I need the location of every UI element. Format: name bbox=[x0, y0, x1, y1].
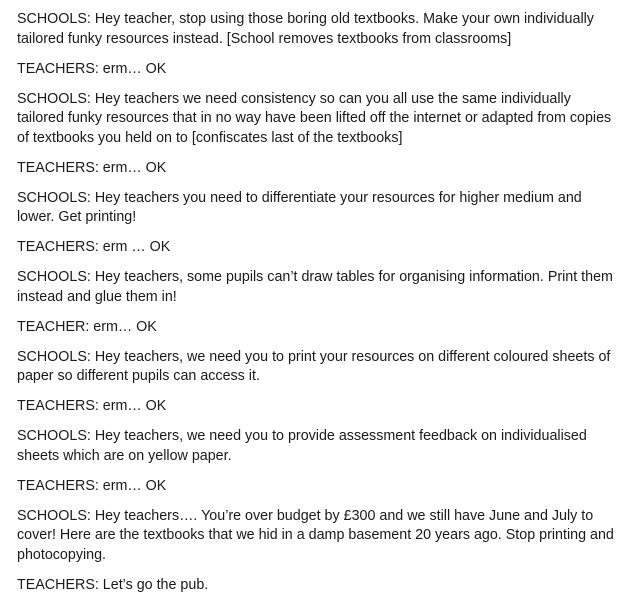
teachers-line-6: TEACHERS: erm… OK bbox=[17, 477, 167, 494]
schools-line-2: SCHOOLS: Hey teachers we need consistency so can you all use the same individually tailored funky resources that in no way have been lifted off the internet or adapted from copies of textbooks you held on to [confiscates last of the textbooks] bbox=[17, 90, 612, 146]
teachers-line-7: TEACHERS: Let’s go the pub. bbox=[17, 576, 209, 593]
schools-line-1: SCHOOLS: Hey teacher, stop using those boring old textbooks. Make your own individually tailored funky resources instead. [School removes textbooks from classrooms] bbox=[17, 11, 594, 47]
teachers-line-2: TEACHERS: erm… OK bbox=[17, 159, 167, 176]
schools-line-4: SCHOOLS: Hey teachers, some pupils can’t draw tables for organising information. Print them instead and glue them in! bbox=[17, 269, 613, 305]
schools-line-7: SCHOOLS: Hey teachers…. You’re over budget by £300 and we still have June and July to cover! Here are the textbooks that we hid in a damp basement 20 years ago. Stop printing and photocopying. bbox=[17, 507, 614, 563]
teacher-line-4: TEACHER: erm… OK bbox=[17, 318, 157, 335]
schools-line-5: SCHOOLS: Hey teachers, we need you to print your resources on different coloured sheets of paper so different pupils can access it. bbox=[17, 348, 611, 384]
teachers-line-5: TEACHERS: erm… OK bbox=[17, 398, 167, 414]
teachers-line-3: TEACHERS: erm … OK bbox=[17, 239, 171, 255]
teachers-line-1: TEACHERS: erm… OK bbox=[17, 60, 167, 77]
schools-line-6: SCHOOLS: Hey teachers, we need you to provide assessment feedback on individualised sheets which are on yellow paper. bbox=[17, 428, 587, 464]
schools-line-3: SCHOOLS: Hey teachers you need to differentiate your resources for higher medium and lower. Get printing! bbox=[17, 189, 582, 225]
